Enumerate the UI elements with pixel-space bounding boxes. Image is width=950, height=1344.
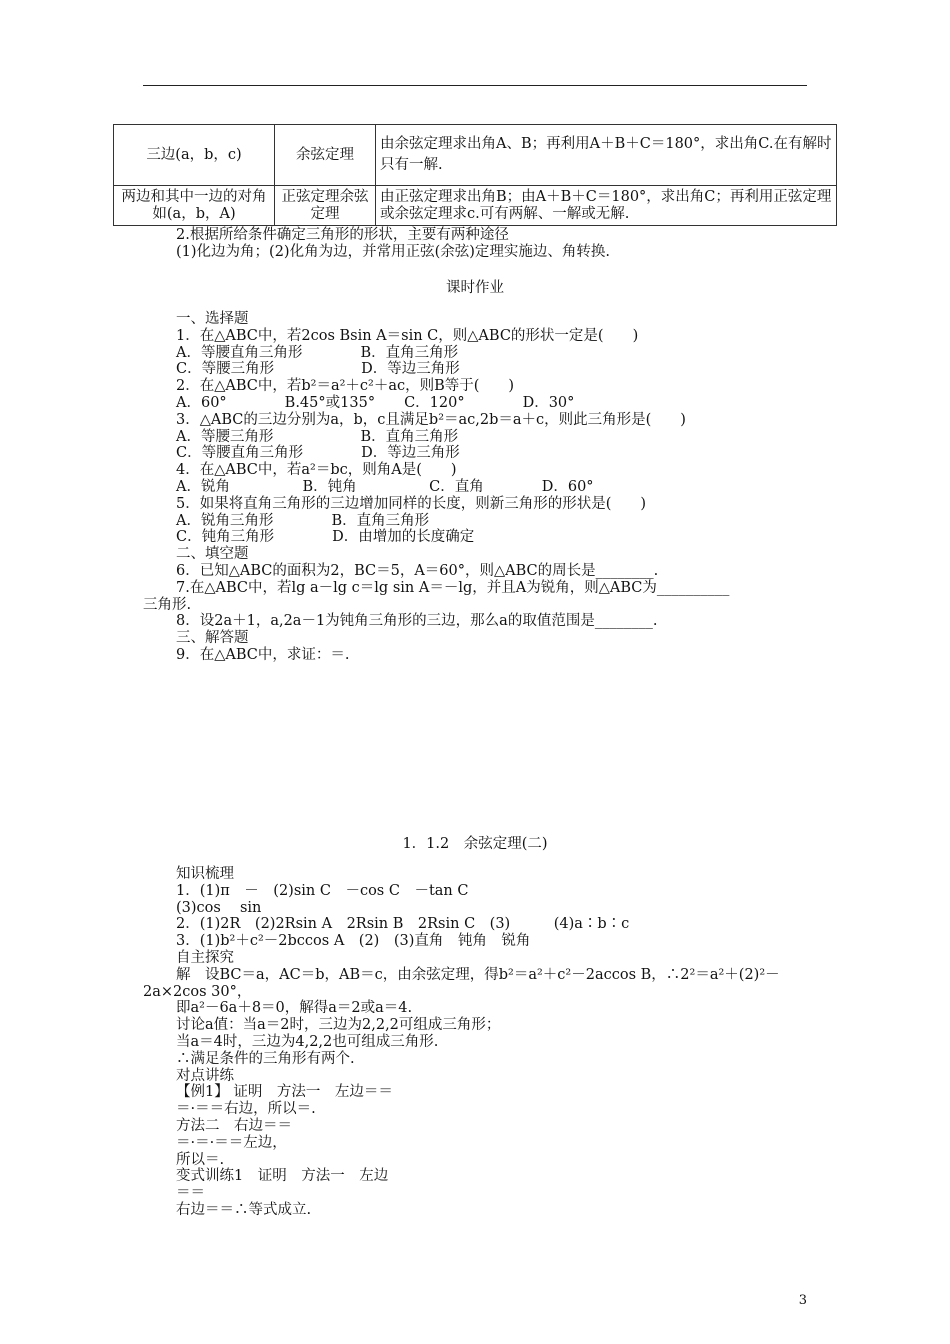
page-number: 3 bbox=[798, 1293, 807, 1308]
text-line: 3．△ABC的三边分别为a，b，c且满足b²＝ac,2b＝a＋c，则此三角形是( ) bbox=[176, 412, 686, 428]
table-row bbox=[114, 186, 837, 226]
text-line: 5．如果将直角三角形的三边增加同样的长度，则新三角形的形状是( ) bbox=[176, 496, 647, 512]
section-title: 1．1.2 余弦定理(二) bbox=[402, 836, 548, 852]
text-line: 8．设2a＋1，a,2a－1为钝角三角形的三边，那么a的取值范围是________. bbox=[176, 613, 658, 629]
table-cell: 三边(a，b，c) bbox=[114, 125, 275, 186]
note-line: (1)化边为角；(2)化角为边，并常用正弦(余弦)定理实施边、角转换. bbox=[176, 244, 610, 260]
section-title: 课时作业 bbox=[446, 280, 504, 296]
text-line: 三、解答题 bbox=[176, 630, 249, 646]
text-line: 解 设BC＝a，AC＝b，AB＝c，由余弦定理，得b²＝a²＋c²－2accos B，∴2²＝a²＋(2)²－ bbox=[176, 967, 780, 983]
text-line: C．钝角三角形 D．由增加的长度确定 bbox=[176, 529, 475, 545]
text-line: ∴满足条件的三角形有两个. bbox=[176, 1051, 355, 1067]
table-cell: 由正弦定理求出角B；由A＋B＋C＝180°，求出角C；再利用正弦定理或余弦定理求c.可有两解、一解或无解. bbox=[376, 186, 837, 226]
text-line: 所以＝. bbox=[176, 1152, 225, 1168]
text-line: 9．在△ABC中，求证：＝. bbox=[176, 647, 350, 663]
text-line: 变式训练1 证明 方法一 左边 bbox=[176, 1168, 389, 1184]
text-line: 三角形. bbox=[143, 597, 192, 613]
text-line: (3)cos sin bbox=[176, 900, 262, 916]
text-line: A．60° B.45°或135° C．120° D．30° bbox=[176, 395, 575, 411]
text-line: 对点讲练 bbox=[176, 1068, 234, 1084]
text-line: 2．在△ABC中，若b²＝a²＋c²＋ac，则B等于( ) bbox=[176, 378, 515, 394]
text-line: ＝＝ bbox=[176, 1185, 205, 1201]
text-line: ＝·＝＝右边，所以＝. bbox=[176, 1101, 316, 1117]
table-cell: 两边和其中一边的对角如(a，b，A) bbox=[114, 186, 275, 226]
text-line: A．锐角三角形 B．直角三角形 bbox=[176, 513, 430, 529]
text-line: 当a＝4时，三边为4,2,2也可组成三角形. bbox=[176, 1034, 439, 1050]
table-cell: 由余弦定理求出角A、B；再利用A＋B＋C＝180°，求出角C.在有解时只有一解. bbox=[376, 125, 837, 186]
text-line: 2a×2cos 30°， bbox=[143, 984, 252, 1000]
text-line: 1．(1)π － (2)sin C －cos C －tan C bbox=[176, 883, 469, 899]
text-line: A．等腰直角三角形 B．直角三角形 bbox=[176, 345, 459, 361]
text-line: 方法二 右边＝＝ bbox=[176, 1118, 292, 1134]
text-line: 知识梳理 bbox=[176, 866, 234, 882]
text-line: 【例1】 证明 方法一 左边＝＝ bbox=[176, 1084, 393, 1100]
text-line: 自主探究 bbox=[176, 950, 234, 966]
text-line: 右边＝＝∴等式成立. bbox=[176, 1202, 312, 1218]
table-row bbox=[114, 125, 837, 186]
text-line: 3．(1)b²＋c²－2bccos A (2) (3)直角 钝角 锐角 bbox=[176, 933, 531, 949]
text-line: 一、选择题 bbox=[176, 311, 249, 327]
text-line: 二、填空题 bbox=[176, 546, 249, 562]
text-line: 1．在△ABC中，若2cos Bsin A＝sin C，则△ABC的形状一定是( ) bbox=[176, 328, 639, 344]
table-cell: 正弦定理余弦定理 bbox=[275, 186, 376, 226]
table-cell: 余弦定理 bbox=[275, 125, 376, 186]
text-line: 2．(1)2R (2)2Rsin A 2Rsin B 2Rsin C (3) (4)a∶b∶c bbox=[176, 916, 630, 932]
text-line: 6．已知△ABC的面积为2，BC＝5，A＝60°，则△ABC的周长是________. bbox=[176, 563, 659, 579]
text-line: ＝·＝·＝＝左边， bbox=[176, 1135, 287, 1151]
text-line: 讨论a值：当a＝2时，三边为2,2,2可组成三角形； bbox=[176, 1017, 501, 1033]
text-line: C．等腰三角形 D．等边三角形 bbox=[176, 361, 460, 377]
text-line: 即a²－6a＋8＝0，解得a＝2或a＝4. bbox=[176, 1000, 413, 1016]
text-line: 4．在△ABC中，若a²＝bc，则角A是( ) bbox=[176, 462, 457, 478]
text-line: C．等腰直角三角形 D．等边三角形 bbox=[176, 445, 460, 461]
text-line: A．锐角 B．钝角 C．直角 D．60° bbox=[176, 479, 594, 495]
text-line: A．等腰三角形 B．直角三角形 bbox=[176, 429, 459, 445]
header-rule bbox=[143, 85, 807, 86]
text-line: 7.在△ABC中，若lg a－lg c＝lg sin A＝－lg，并且A为锐角，则△ABC为__________ bbox=[176, 580, 730, 596]
summary-table bbox=[113, 124, 837, 226]
note-line: 2.根据所给条件确定三角形的形状，主要有两种途径 bbox=[176, 227, 509, 243]
